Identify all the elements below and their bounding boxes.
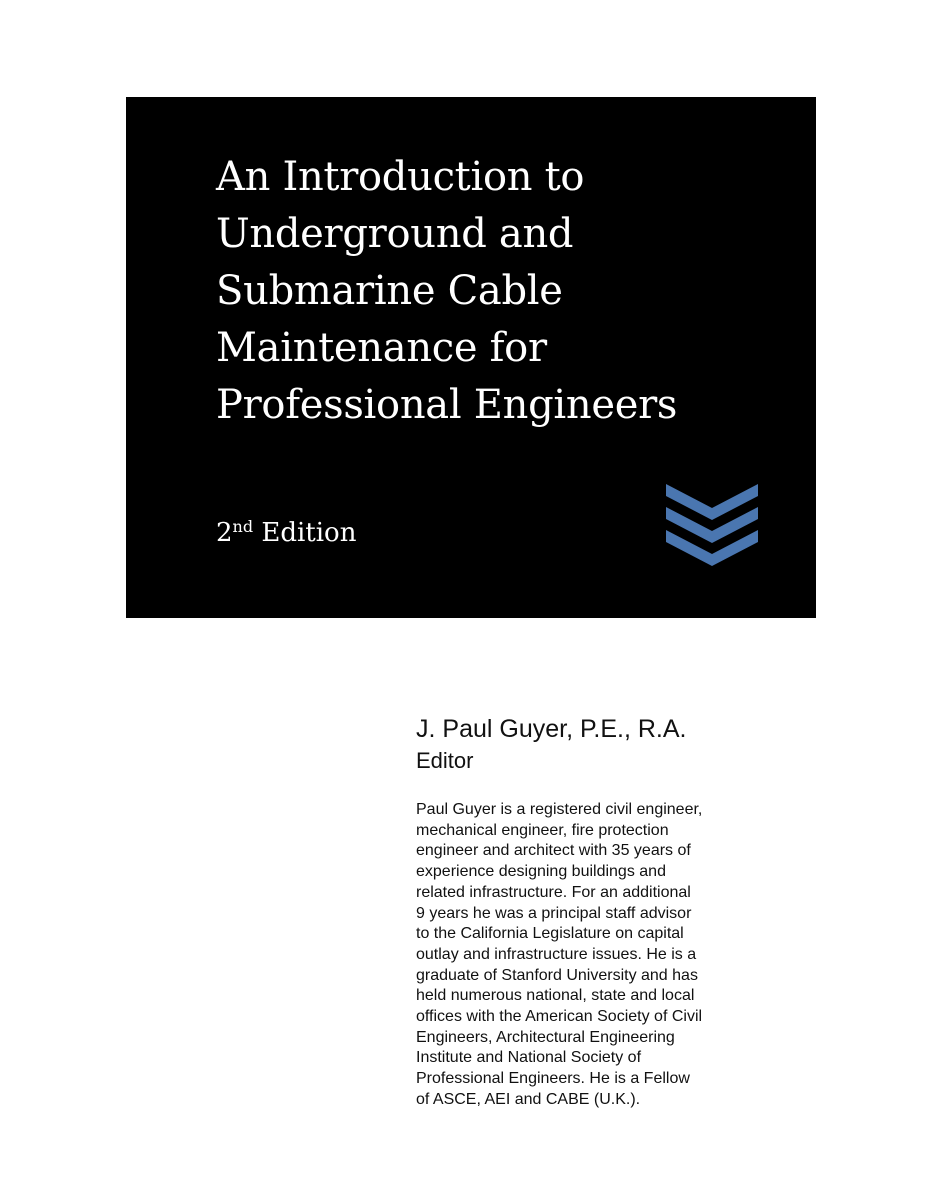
bio-line: engineer and architect with 35 years of	[416, 842, 691, 860]
author-bio	[416, 800, 776, 1111]
edition-label	[216, 515, 356, 551]
bio-line: 9 years he was a principal staff advisor	[416, 904, 692, 922]
bio-line: experience designing buildings and	[416, 863, 666, 881]
bio-line: related infrastructure. For an additional	[416, 883, 691, 901]
author-role: Editor	[416, 748, 474, 773]
title-line: Professional Engineers	[216, 382, 678, 428]
bio-line: mechanical engineer, fire protection	[416, 821, 669, 839]
title-line: An Introduction to	[216, 154, 585, 200]
bio-line: to the California Legislature on capital	[416, 925, 684, 943]
bio-line: held numerous national, state and local	[416, 987, 695, 1005]
bio-line: Paul Guyer is a registered civil engineer,	[416, 801, 703, 818]
title-line: Submarine Cable	[216, 268, 563, 314]
cover-panel	[126, 97, 816, 618]
bio-line: graduate of Stanford University and has	[416, 966, 698, 984]
edition-word: Edition	[261, 518, 357, 548]
bio-line: Professional Engineers. He is a Fellow	[416, 1070, 690, 1088]
title-line: Maintenance for	[216, 325, 547, 371]
bio-line: Institute and National Society of	[416, 1049, 642, 1067]
bio-line: Engineers, Architectural Engineering	[416, 1028, 675, 1046]
triple-chevron-down-icon	[666, 482, 758, 568]
bio-line: offices with the American Society of Civil	[416, 1008, 703, 1026]
bio-line: of ASCE, AEI and CABE (U.K.).	[416, 1090, 641, 1108]
book-title	[216, 149, 776, 434]
bio-line: outlay and infrastructure issues. He is a	[416, 945, 697, 963]
title-line: Underground and	[216, 211, 574, 257]
author-name: J. Paul Guyer, P.E., R.A.	[416, 715, 687, 743]
edition-number: 2	[216, 518, 233, 548]
edition-ordinal-suffix: nd	[232, 517, 254, 536]
